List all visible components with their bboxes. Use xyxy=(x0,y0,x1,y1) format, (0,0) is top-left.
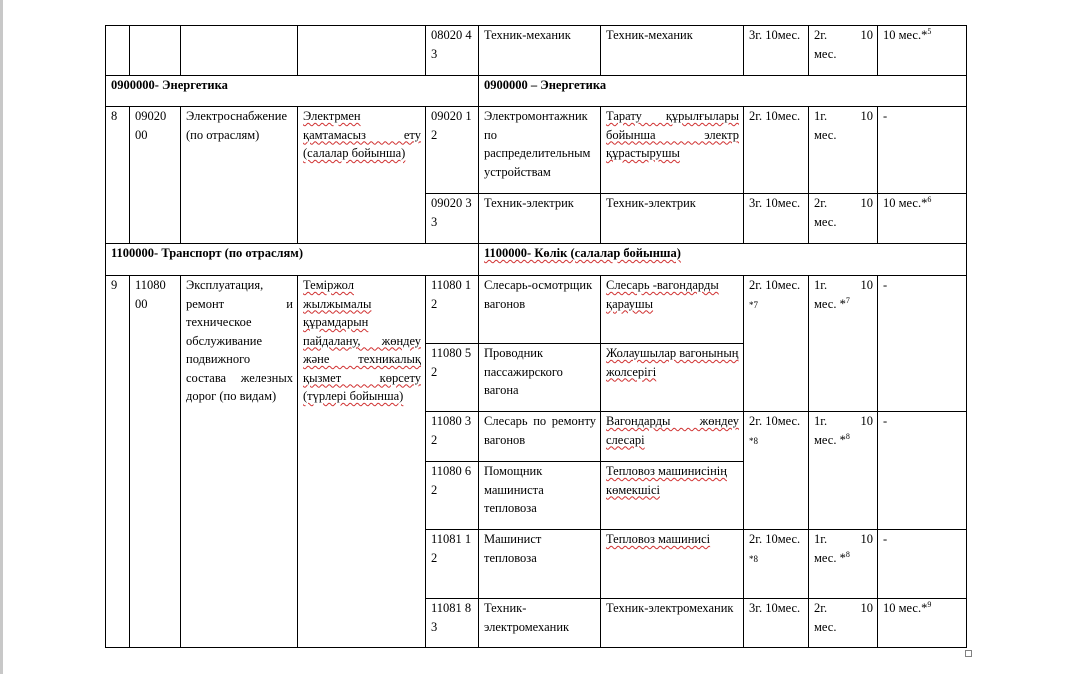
term-11-cell: 2г. 10 мес. xyxy=(809,26,878,76)
qual-code-cell: 11080 5 2 xyxy=(426,344,479,412)
section-header-ru: 0900000- Энергетика xyxy=(106,76,479,107)
term-11-cell: 1г. 10 мес. xyxy=(809,107,878,194)
qual-ru-cell: Проводник пассажирского вагона xyxy=(479,344,601,412)
qual-kz-cell: Слесарь -вагондарды қараушы xyxy=(601,276,744,344)
qual-ru-cell: Электромонтажник по распределительным устройствам xyxy=(479,107,601,194)
qual-code-cell: 11081 1 2 xyxy=(426,530,479,599)
term-9-cell: 3г. 10мес. xyxy=(744,194,809,244)
section-header-kz: 1100000- Көлік (салалар бойынша) xyxy=(479,244,967,276)
term-11-cell: 1г. 10 мес. *$^8$ xyxy=(809,530,878,599)
spec-ru-cell xyxy=(181,26,298,76)
section-header-row xyxy=(106,76,967,107)
term-9-cell: 2г. 10мес. *8 xyxy=(744,530,809,599)
term-11-cell: 1г. 10 мес. *$^8$ xyxy=(809,412,878,530)
qual-ru-cell: Слесарь-осмотрщик вагонов xyxy=(479,276,601,344)
qual-ru-cell: Машинист тепловоза xyxy=(479,530,601,599)
qual-kz-cell: Жолаушылар вагонының жолсерігі xyxy=(601,344,744,412)
spec-kz-cell xyxy=(298,26,426,76)
qual-kz-cell: Техник-электромеханик xyxy=(601,599,744,648)
term-9-cell: 3г. 10мес. xyxy=(744,599,809,648)
num-cell: 8 xyxy=(106,107,130,244)
qual-ru-cell: Слесарь по ремонту вагонов xyxy=(479,412,601,462)
term-college-cell: - xyxy=(878,276,967,412)
qual-code-cell: 11081 8 3 xyxy=(426,599,479,648)
spec-code-cell: 09020 00 xyxy=(130,107,181,244)
table-resize-handle[interactable] xyxy=(965,650,972,657)
spec-ru-cell: Электроснабжение (по отраслям) xyxy=(181,107,298,244)
qual-code-cell: 08020 4 3 xyxy=(426,26,479,76)
qual-code-cell: 09020 1 2 xyxy=(426,107,479,194)
qual-ru-cell: Помощник машиниста тепловоза xyxy=(479,462,601,530)
qual-kz-cell: Техник-электрик xyxy=(601,194,744,244)
term-11-cell: 2г. 10 мес. xyxy=(809,194,878,244)
num-cell: 9 xyxy=(106,276,130,648)
qual-code-cell: 11080 1 2 xyxy=(426,276,479,344)
qual-ru-cell: Техник-механик xyxy=(479,26,601,76)
term-college-cell: 10 мес.*$^5$ xyxy=(878,26,967,76)
qual-kz-cell: Тепловоз машинисі xyxy=(601,530,744,599)
spec-ru-cell: Эксплуатация, ремонт и техническое обслуживание подвижного состава железных дорог (по видам) xyxy=(181,276,298,648)
spec-kz-cell: Теміржол жылжымалы құрамдарын пайдалану, жөндеу және техникалық қызмет көрсету (түрлері бойынша) xyxy=(298,276,426,648)
qual-kz-cell: Техник-механик xyxy=(601,26,744,76)
qual-kz-cell: Тепловоз машинисінің көмекшісі xyxy=(601,462,744,530)
window-edge xyxy=(0,0,3,674)
section-header-ru: 1100000- Транспорт (по отраслям) xyxy=(106,244,479,276)
table-row xyxy=(106,107,967,194)
qual-code-cell: 11080 3 2 xyxy=(426,412,479,462)
term-9-cell: 2г. 10мес. *8 xyxy=(744,412,809,530)
term-college-cell: 10 мес.*$^9$ xyxy=(878,599,967,648)
spec-kz-cell: Электрмен қамтамасыз ету (салалар бойынша) xyxy=(298,107,426,244)
term-11-cell: 1г. 10 мес. *$^7$ xyxy=(809,276,878,412)
qual-kz-cell: Тарату құрылғылары бойынша электр құрастырушы xyxy=(601,107,744,194)
spec-code-cell: 11080 00 xyxy=(130,276,181,648)
spec-code-cell xyxy=(130,26,181,76)
term-9-cell: 3г. 10мес. xyxy=(744,26,809,76)
term-11-cell: 2г. 10 мес. xyxy=(809,599,878,648)
section-header-kz: 0900000 – Энергетика xyxy=(479,76,967,107)
specialties-table xyxy=(105,25,967,648)
term-9-cell: 2г. 10мес. xyxy=(744,107,809,194)
qual-ru-cell: Техник-электрик xyxy=(479,194,601,244)
table-row xyxy=(106,276,967,344)
term-9-cell: 2г. 10мес. *7 xyxy=(744,276,809,412)
num-cell xyxy=(106,26,130,76)
table-row xyxy=(106,26,967,76)
term-college-cell: - xyxy=(878,412,967,530)
section-header-row xyxy=(106,244,967,276)
qual-code-cell: 11080 6 2 xyxy=(426,462,479,530)
qual-code-cell: 09020 3 3 xyxy=(426,194,479,244)
qual-ru-cell: Техник-электромеханик xyxy=(479,599,601,648)
term-college-cell: 10 мес.*$^6$ xyxy=(878,194,967,244)
qual-kz-cell: Вагондарды жөндеу слесарі xyxy=(601,412,744,462)
term-college-cell: - xyxy=(878,107,967,194)
term-college-cell: - xyxy=(878,530,967,599)
